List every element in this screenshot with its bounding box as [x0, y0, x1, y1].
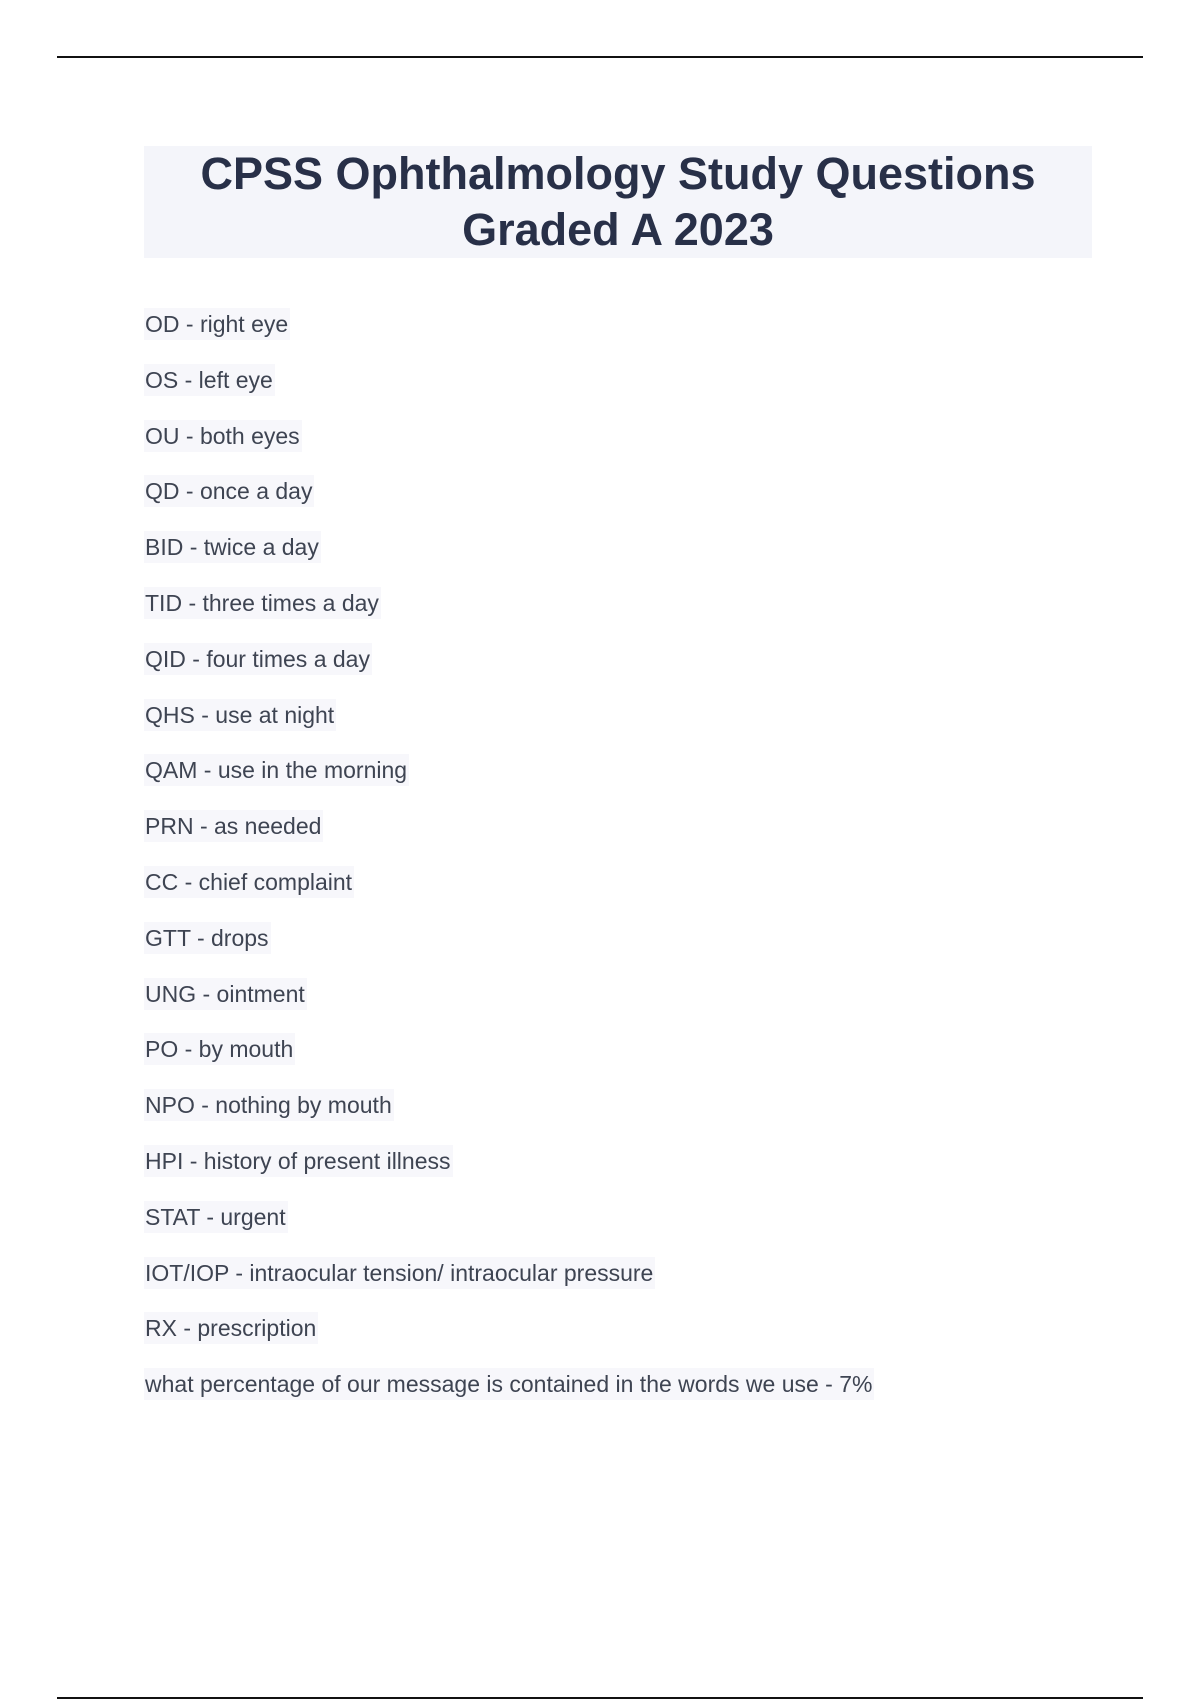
- flashcard-list: [144, 308, 1092, 1424]
- list-item: [144, 1312, 1092, 1368]
- item-text: HPI - history of present illness: [144, 1145, 453, 1177]
- item-text: CC - chief complaint: [144, 866, 354, 898]
- list-item: [144, 1033, 1092, 1089]
- item-text: UNG - ointment: [144, 978, 307, 1010]
- list-item: [144, 531, 1092, 587]
- item-text: PRN - as needed: [144, 810, 323, 842]
- item-text: QID - four times a day: [144, 643, 372, 675]
- item-text: OU - both eyes: [144, 420, 302, 452]
- list-item: [144, 978, 1092, 1034]
- list-item: [144, 475, 1092, 531]
- list-item: [144, 922, 1092, 978]
- item-text: STAT - urgent: [144, 1201, 288, 1233]
- item-text: RX - prescription: [144, 1312, 318, 1344]
- item-text: GTT - drops: [144, 922, 271, 954]
- list-item: [144, 308, 1092, 364]
- list-item: [144, 1145, 1092, 1201]
- document-title: CPSS Ophthalmology Study Questions Graded A 2023: [200, 148, 1036, 255]
- list-item: [144, 364, 1092, 420]
- item-text: QHS - use at night: [144, 699, 336, 731]
- item-text: what percentage of our message is contained in the words we use - 7%: [144, 1368, 874, 1400]
- list-item: [144, 643, 1092, 699]
- item-text: PO - by mouth: [144, 1033, 295, 1065]
- list-item: [144, 587, 1092, 643]
- item-text: OS - left eye: [144, 364, 275, 396]
- list-item: [144, 420, 1092, 476]
- list-item: [144, 1257, 1092, 1313]
- list-item: [144, 1201, 1092, 1257]
- item-text: BID - twice a day: [144, 531, 321, 563]
- list-item: [144, 866, 1092, 922]
- list-item: [144, 810, 1092, 866]
- item-text: QAM - use in the morning: [144, 754, 409, 786]
- item-text: NPO - nothing by mouth: [144, 1089, 394, 1121]
- item-text: QD - once a day: [144, 475, 314, 507]
- title-block: [144, 146, 1092, 258]
- item-text: IOT/IOP - intraocular tension/ intraocular pressure: [144, 1257, 655, 1289]
- bottom-rule: [57, 1697, 1143, 1699]
- list-item: [144, 1089, 1092, 1145]
- list-item: [144, 1368, 1092, 1424]
- list-item: [144, 699, 1092, 755]
- list-item: [144, 754, 1092, 810]
- item-text: OD - right eye: [144, 308, 290, 340]
- item-text: TID - three times a day: [144, 587, 381, 619]
- top-rule: [57, 56, 1143, 58]
